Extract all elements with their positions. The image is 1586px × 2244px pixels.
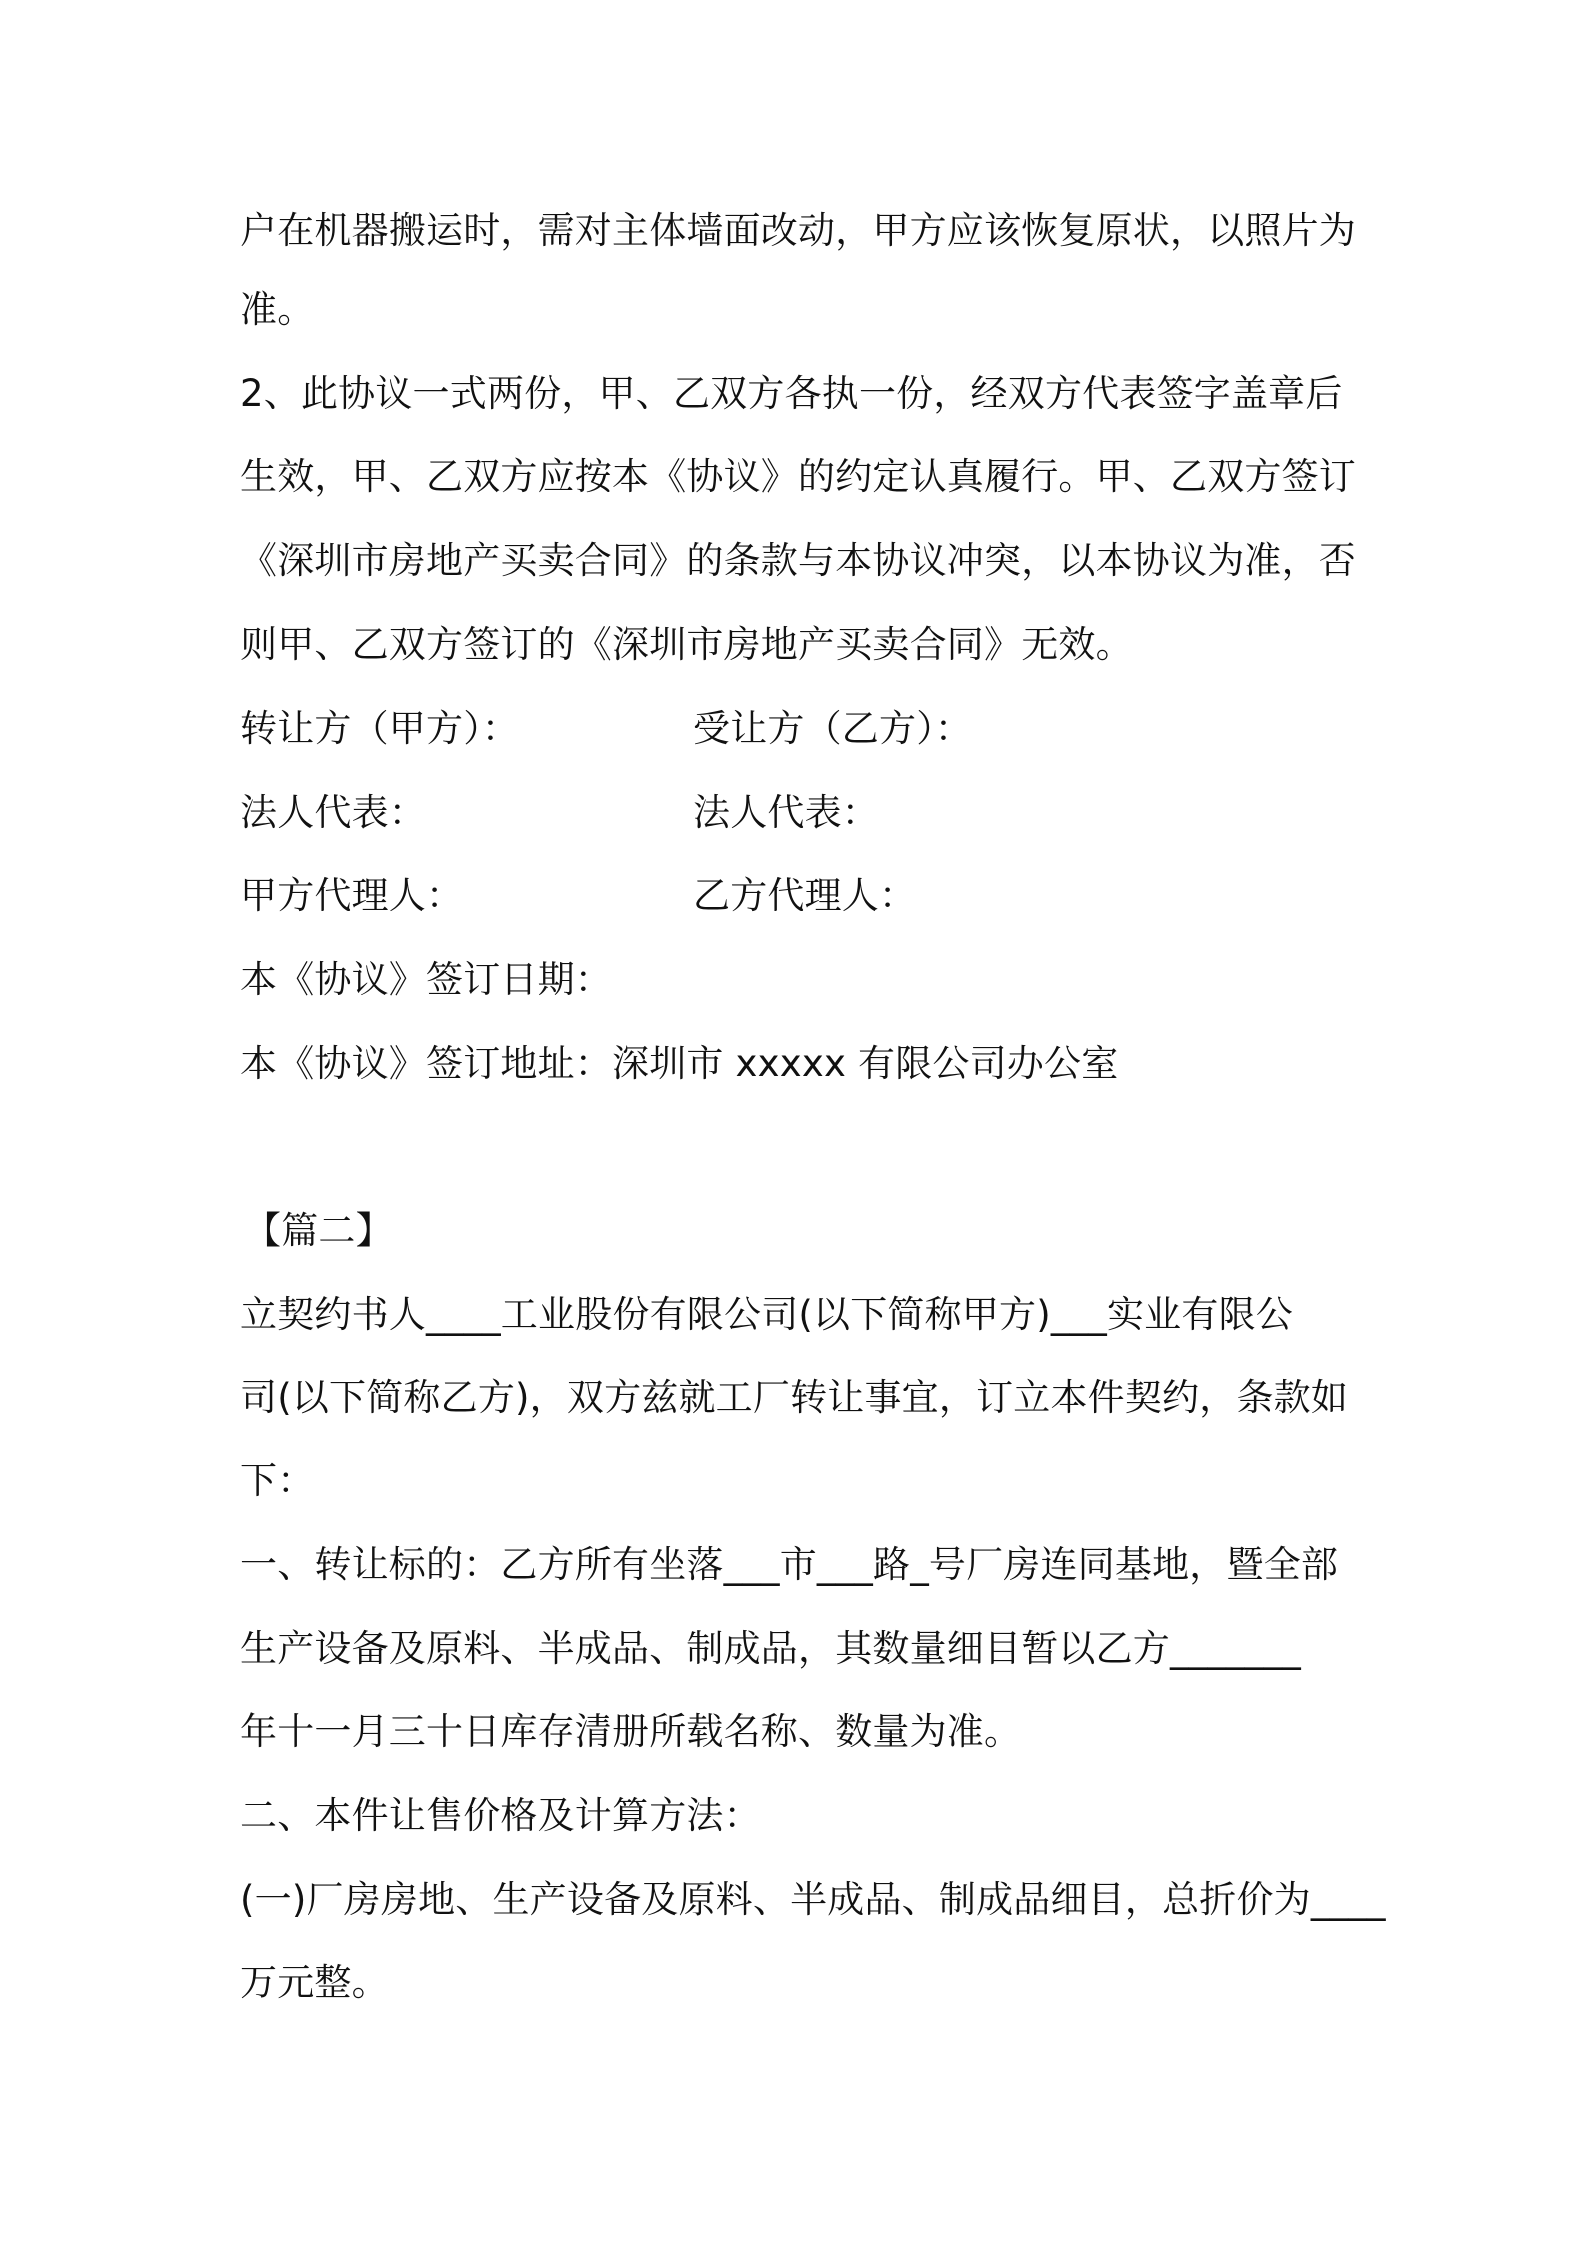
agent-b-label: 乙方代理人：: [693, 874, 917, 917]
transferor-label: 转让方（甲方）：: [240, 707, 520, 750]
paragraph-2-line-1: 2、此协议一式两份，甲、乙双方各执一份，经双方代表签字盖章后: [240, 372, 1343, 415]
section-two-intro-line-1: 立契约书人____工业股份有限公司(以下简称甲方)___实业有限公: [240, 1293, 1293, 1336]
legal-rep-b-label: 法人代表：: [693, 791, 879, 834]
item-2-title: 二、本件让售价格及计算方法：: [240, 1794, 761, 1837]
section-two-heading: 【篇二】: [244, 1209, 393, 1252]
item-1-line-3: 年十一月三十日库存清册所载名称、数量为准。: [240, 1710, 1022, 1753]
sign-date-label: 本《协议》签订日期：: [240, 958, 612, 1001]
item-2-sub-1-line-1: (一)厂房房地、生产设备及原料、半成品、制成品细目，总折价为____: [240, 1878, 1386, 1921]
paragraph-2-line-3: 《深圳市房地产买卖合同》的条款与本协议冲突，以本协议为准，否: [240, 539, 1356, 582]
paragraph-2-line-4: 则甲、乙双方签订的《深圳市房地产买卖合同》无效。: [240, 623, 1133, 666]
item-1-line-1: 一、转让标的：乙方所有坐落___市___路_号厂房连同基地，暨全部: [240, 1543, 1339, 1586]
item-1-line-2: 生产设备及原料、半成品、制成品，其数量细目暂以乙方_______: [240, 1627, 1301, 1670]
paragraph-2-line-2: 生效，甲、乙双方应按本《协议》的约定认真履行。甲、乙双方签订: [240, 455, 1356, 498]
section-two-intro-line-2: 司(以下简称乙方)，双方兹就工厂转让事宜，订立本件契约，条款如: [240, 1376, 1349, 1419]
transferee-label: 受让方（乙方）：: [693, 707, 973, 750]
paragraph-1-line-1: 户在机器搬运时，需对主体墙面改动，甲方应该恢复原状，以照片为: [240, 209, 1356, 252]
legal-rep-a-label: 法人代表：: [240, 791, 426, 834]
sign-address-label: 本《协议》签订地址：深圳市 xxxxx 有限公司办公室: [240, 1042, 1119, 1085]
section-two-intro-line-3: 下：: [240, 1459, 315, 1502]
agent-a-label: 甲方代理人：: [240, 874, 464, 917]
item-2-sub-1-line-2: 万元整。: [240, 1961, 389, 2004]
paragraph-1-line-2: 准。: [240, 288, 315, 331]
